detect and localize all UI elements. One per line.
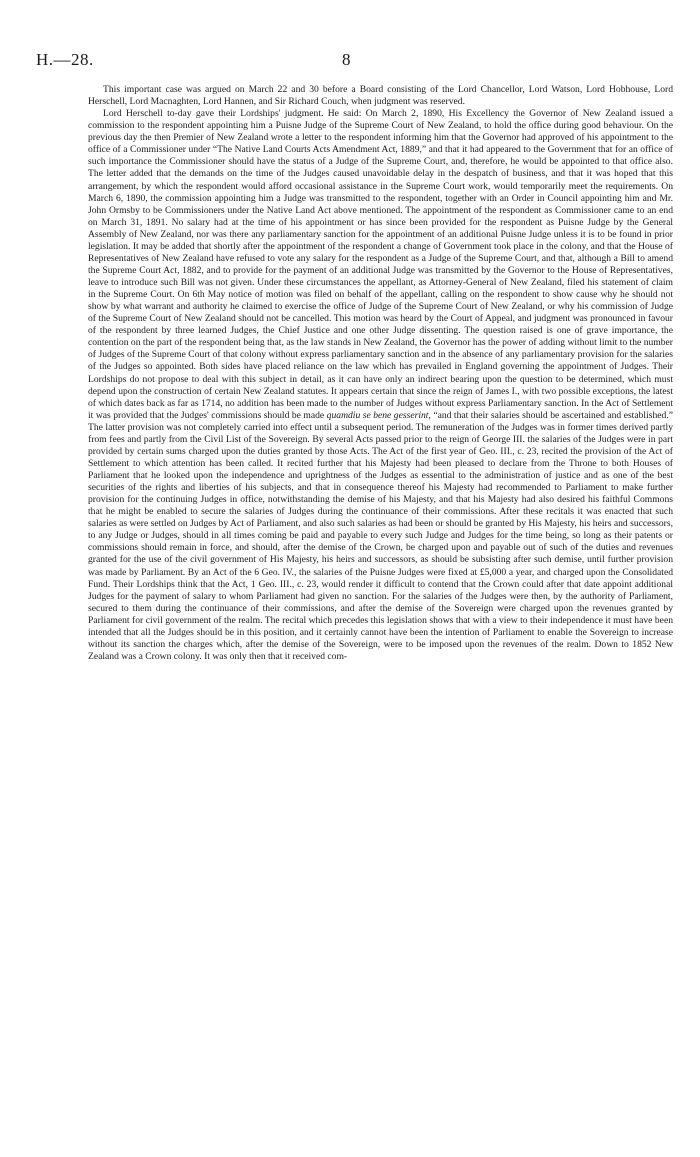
- paragraph-2-text-part-2: , “and that their salaries should be ascertained and established.” The latter provision was not completely carried into effect until a subsequent period. The remuneration of the Judges was in former times derived partly from fees and partly from the Civil List of the Sovereign. By several Acts passed prior to the reign of George III. the salaries of the Judges were in part provided by certain sums charged upon the duties granted by those Acts. The Act of the first year of Geo. III., c. 23, recited the provision of the Act of Settlement to which attention has been called. It recited further that his Majesty had been pleased to declare from the Throne to both Houses of Parliament that he looked upon the independence and uprightness of the Judges as essential to the administration of justice and as one of the best securities of the rights and liberties of his subjects, and that in consequence thereof his Majesty had recommended to Parliament to make further provision for the continuing Judges in office, notwithstanding the demise of his Majesty, and that his Majesty had also desired his faithful Commons that he might be enabled to secure the salaries of Judges during the continuance of their commissions. After these recitals it was enacted that such salaries as were settled on Judges by Act of Parliament, and also such salaries as had been or should be granted by His Majesty, his heirs and successors, to any Judge or Judges, should in all times coming be paid and payable to every such Judge and Judges for the time being, so long as their patents or commissions should remain in force, and should, after the demise of the Crown, be charged upon and payable out of such of the duties and revenues granted for the use of the civil government of His Majesty, his heirs and successors, as should be subsisting after such demise, until further provision was made by Parliament. By an Act of the 6 Geo. IV., the salaries of the Puisne Judges were fixed at £5,000 a year, and charged upon the Consolidated Fund. Their Lordships think that the Act, 1 Geo. III., c. 23, would render it difficult to contend that the Crown could after that date appoint additional Judges for the payment of salary to whom Parliament had given no sanction. For the salaries of the Judges were then, by the authority of Parliament, secured to them during the continuance of their commissions, and after the demise of the Sovereign were charged upon the revenues granted by Parliament for civil government of the realm. The recital which precedes this legislation shows that with a view to their independence it must have been intended that all the Judges should be in this position, and it certainly cannot have been the intention of Parliament to enable the Sovereign to increase without its sanction the charges which, after the demise of the Sovereign, were to be imposed upon the revenues of the realm. Down to 1852 New Zealand was a Crown colony. It was only then that it received com-: [88, 409, 673, 662]
- paragraph-2: [88, 108, 673, 663]
- paragraph-1: [88, 84, 673, 108]
- document-reference: H.—28.: [36, 50, 94, 69]
- page-number: 8: [342, 50, 351, 69]
- paragraph-1-text: This important case was argued on March 22 and 30 before a Board consisting of the Lord Chancellor, Lord Watson, Lord Hobhouse, Lord Herschell, Lord Macnaghten, Lord Hannen, and Sir Richard Couch, when judgment was reserved.: [88, 84, 673, 108]
- body-text: [88, 84, 673, 663]
- paragraph-2-text-part-1: Lord Herschell to-day gave their Lordships' judgment. He said: On March 2, 1890, His Excellency the Governor of New Zealand issued a commission to the respondent appointing him a Puisne Judge of the Supreme Court of New Zealand, to hold the office during good behaviour. On the previous day the then Premier of New Zealand wrote a letter to the respondent informing him that the Governor had approved of his appointment to the office of a Commissioner under “The Native Land Courts Acts Amendment Act, 1889,” and that it had appeared to the Government that for an office of such importance the Commissioner should have the status of a Judge of the Supreme Court, and, therefore, he would be appointed to that office also. The letter added that the demands on the time of the Judges caused unavoidable delay in the despatch of business, and that it was hoped that this arrangement, by which the respondent would afford occasional assistance in the Supreme Court work, would temporarily meet the requirements. On March 6, 1890, the commission appointing him a Judge was transmitted to the respondent, together with an Order in Council appointing him and Mr. John Ormsby to be Commissioners under the Native Land Act above mentioned. The appointment of the respondent as Commissioner came to an end on March 31, 1891. No salary had at the time of his appointment or has since been provided for the respondent as Puisne Judge by the General Assembly of New Zealand, nor was there any parliamentary sanction for the appointment of an additional Puisne Judge unless it is to be found in prior legislation. It may be added that shortly after the appointment of the respondent a change of Government took place in the colony, and that the House of Representatives of New Zealand have refused to vote any salary for the respondent as a Judge of the Supreme Court, and that, although a Bill to amend the Supreme Court Act, 1882, and to provide for the payment of an additional Judge was transmitted by the Governor to the House of Representatives, leave to introduce such Bill was not given. Under these circumstances the appellant, as Attorney-General of New Zealand, filed his statement of claim in the Supreme Court. On 6th May notice of motion was filed on behalf of the appellant, calling on the respondent to show cause why he should not show by what warrant and authority he claimed to exercise the office of Judge of the Supreme Court of New Zealand, or why his commission of Judge of the Supreme Court of New Zealand should not be cancelled. This motion was heard by the Court of Appeal, and judgment was pronounced in favour of the respondent by three learned Judges, the Chief Justice and one other Judge dissenting. The question raised is one of grave importance, the contention on the part of the respondent being that, as the law stands in New Zealand, the Governor has the power of adding without limit to the number of Judges of the Supreme Court of that colony without express parliamentary sanction and in the absence of any parliamentary provision for the salaries of the Judges so appointed. Both sides have placed reliance on the law which has prevailed in England governing the appointment of Judges. Their Lordships do not propose to deal with this subject in detail, as it can have only an indirect bearing upon the question to be determined, which must depend upon the construction of certain New Zealand statutes. It appears certain that since the reign of James I., with two possible exceptions, the latest of which dates back as far as 1714, no addition has been made to the number of Judges without express Parliamentary sanction. In the Act of Settlement it was provided that the Judges' commissions should be made: [88, 108, 673, 421]
- latin-phrase: quamdiu se bene gesserint: [326, 409, 429, 421]
- page-header: [36, 50, 664, 74]
